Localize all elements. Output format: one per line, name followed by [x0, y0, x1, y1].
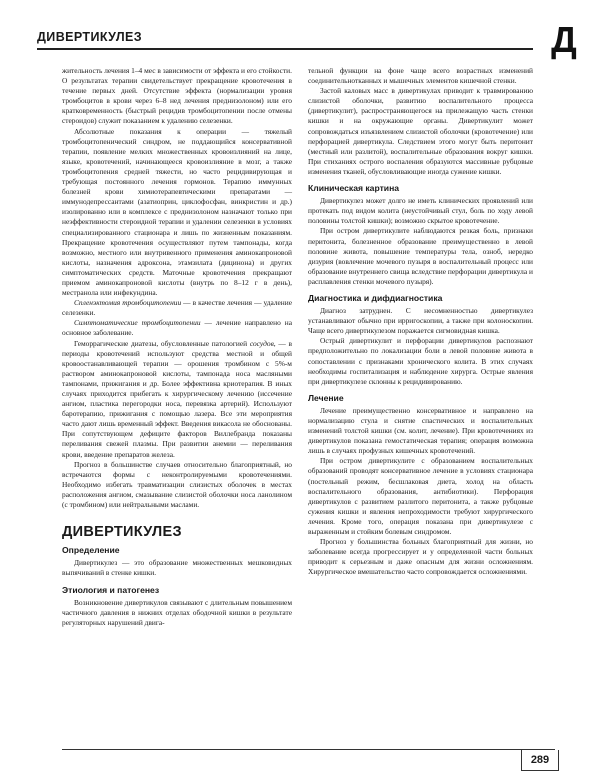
italic-term: Спленэктомия тромбоцитопении — [74, 298, 182, 308]
page-number: 289 — [521, 750, 559, 771]
paragraph: Острый дивертикулит и перфорации дивертикулов распознают предположительно по локализации боли в левой половине живота в сопоставлении с признаками хронического колита. В этих случаях необходимы госпитализация и наблюдение хирурга. Острые явления при дивертикулезе склонны к рецидивированию. — [308, 336, 533, 386]
italic-term: Симптоматические тромбоцитопении — [74, 318, 201, 328]
header-rule — [37, 48, 533, 50]
running-header — [37, 24, 533, 50]
article-heading: ДИВЕРТИКУЛЕЗ — [62, 524, 182, 541]
paragraph: Застой каловых масс в дивертикулах приводит к травмированию слизистой оболочки, развитию воспалительного процесса (дивертикулит), распространяющегося на прилежащую часть стенки кишки и на окружающие органы. Дивертикулит может сопровождаться изъязвлением слизистой оболочки (кровотечение) или перфорацией дивертикула. Следствием этого могут быть перитонит (местный или разлитой), воспалительные образования вокруг кишки. При стиханиях острого воспаления образуются массивные рубцовые изменения тканей, обусловливающие иногда сужение кишки. — [308, 86, 533, 176]
section-heading-diagnostics: Диагностика и дифдиагностика — [308, 292, 443, 303]
paragraph: Дивертикулез может долго не иметь клинических проявлений или протекать под видом колита (неустойчивый стул, боль по ходу левой половины толстой кишки); возможно скрытое кровотечение. — [308, 196, 533, 226]
paragraph-text: Геморрагические диатезы, обусловленные патологией — [74, 338, 250, 348]
paragraph — [62, 318, 292, 338]
paragraph: Диагноз затруднен. С несомненностью дивертикулез устанавливают обычно при ирригоскопии, а также при колоноскопии. Чаще всего дивертикулезом поражается сигмовидная кишка. — [308, 306, 533, 336]
paragraph-text: — в качестве лечения — удаление селезенки. — [62, 298, 292, 318]
section-heading-etiology: Этиология и патогенез — [62, 584, 160, 595]
paragraph: При остром дивертикулите с образованием воспалительных образований проводят консервативное лечение в условиях стационара (постельный режим, бесшлаковая диета, холод на область воспалительного образования, антибиотики). Перфорация дивертикулов с развитием разлитого перитонита, а также рубцовые сужения кишки и явления непроходимости требуют хирургического лечения. Кроме того, операция показана при дивертикулезе с выраженным и стойким болевым синдромом. — [308, 456, 533, 537]
paragraph: Прогноз у большинства больных благоприятный для жизни, но заболевание всегда прогрессирует и у определенной части больных приводит к серьезным и даже опасным для жизни осложнениям. Хирургическое вмешательство часто сопровождается осложнениями. — [308, 537, 533, 577]
paragraph — [62, 298, 292, 318]
section-heading-treatment: Лечение — [308, 392, 344, 403]
section-heading-clinic: Клиническая картина — [308, 183, 400, 194]
paragraph: При остром дивертикулите наблюдаются резкая боль, признаки перитонита, болезненное образование преимущественно в левой половине живота, повышение температуры тела, озноб, нередко дизурия (вовлечение мочевого пузыря в воспалительный процесс или образование внутреннего свища вследствие перфорации дивертикула и расплавления стенки мочевого пузыря). — [308, 226, 533, 286]
running-title: ДИВЕРТИКУЛЕЗ — [37, 30, 143, 44]
left-column — [62, 66, 292, 628]
footer-rule — [62, 749, 555, 750]
paragraph: жительность лечения 1–4 мес в зависимости от эффекта и его стойкости. О результатах терапии свидетельствует прекращение кровотечения в течение первых дней. Отсутствие эффекта (нормализации уровня тромбоцитов в крови через 6–8 нед лечения преднизолоном) или его кратковременность (быстрый рецидив тромбоцитопении после отмены стероидов) служит показанием к удалению селезенки. — [62, 66, 292, 126]
paragraph-text: — лечение направлено на основное заболевание. — [62, 318, 293, 338]
paragraph — [62, 339, 292, 460]
paragraph: Прогноз в большинстве случаев относительно благоприятный, но встречаются формы с неконтролируемыми кровотечениями. Необходимо избегать травматизации слизистых оболочек в местах расположения ангиом, смазывание слизистой оболочки носа ланолином (с тромбином) или нейтральными маслами. — [62, 459, 292, 510]
section-letter-tab: Д — [551, 19, 577, 60]
section-heading-definition: Определение — [62, 545, 120, 556]
paragraph: тельной функции на фоне чаще всего возрастных изменений соединительнотканных и мышечных элементов кишечной стенки. — [308, 66, 533, 86]
right-column — [308, 66, 533, 578]
paragraph: Дивертикулез — это образование множественных мешковидных выпячиваний в стенке кишки. — [62, 558, 292, 578]
paragraph-text: , — в периоды кровотечений используют средства местной и общей кровоостанавливающей терапии — орошения тромбином с 5%-м раствором аминокапроновой кислоты, тампонада носа масляными тампонами, прижигания и др. Более эффективна криотерапия. В иных случаях приходится прибегать к хирургическому лечению (иссечение ангиом, пластика перегородки носа, перевязка артерий). Используют баротерапию, прижигания с помощью лазера. Все эти мероприятия часто дают лишь временный эффект. Введения викасола не обоснованы. При сопутствующем дефиците факторов Виллебранда показаны переливания свежей плазмы. При развитии анемии — переливания крови, введение препаратов железа. — [62, 338, 292, 459]
paragraph: Возникновение дивертикулов связывают с длительным повышением частичного давления в нижних отделах ободочной кишки в результате регуляторных нарушений двига- — [62, 597, 292, 627]
paragraph: Абсолютные показания к операции — тяжелый тромбоцитопенический синдром, не поддающийся консервативной терапии, появление мелких множественных кровоизлияний на лице, языке, кровотечений, начинающееся кровоизлияние в мозг, а также тромбоцитопения средней тяжести, но часто рецидивирующая и требующая постоянного лечения гормонов. Терапию иммунных болезней крови химиотерапевтическими препаратами — иммунодепрессантами (азатиоприн, циклофосфан, винкристин и др.) изолированно или в комплексе с преднизолоном назначают только при неэффективности стероидной терапии и удалении селезенки в условиях специализированного стационара и лишь по жизненным показаниям. Прекращение кровотечения осуществляют путем тампонады, когда возможно, местного или внутривенного применения аминокапроновой кислоты, назначения адроксона, этамзилата (дицинона) и других симптоматических средств. Маточные кровотечения прекращают приемом аминокапроновой кислоты (внутрь по 8–12 г в день), местранола или инфекундина. — [62, 126, 292, 298]
italic-term: сосудов — [249, 338, 274, 348]
paragraph: Лечение преимущественно консервативное и направлено на нормализацию стула и снятие спастических и воспалительных изменений толстой кишки (см. колит, лечение). При кровотечениях из дивертикулов показана гемостатическая терапия; операция возможна лишь в случаях профузных кишечных кровотечений. — [308, 405, 533, 456]
